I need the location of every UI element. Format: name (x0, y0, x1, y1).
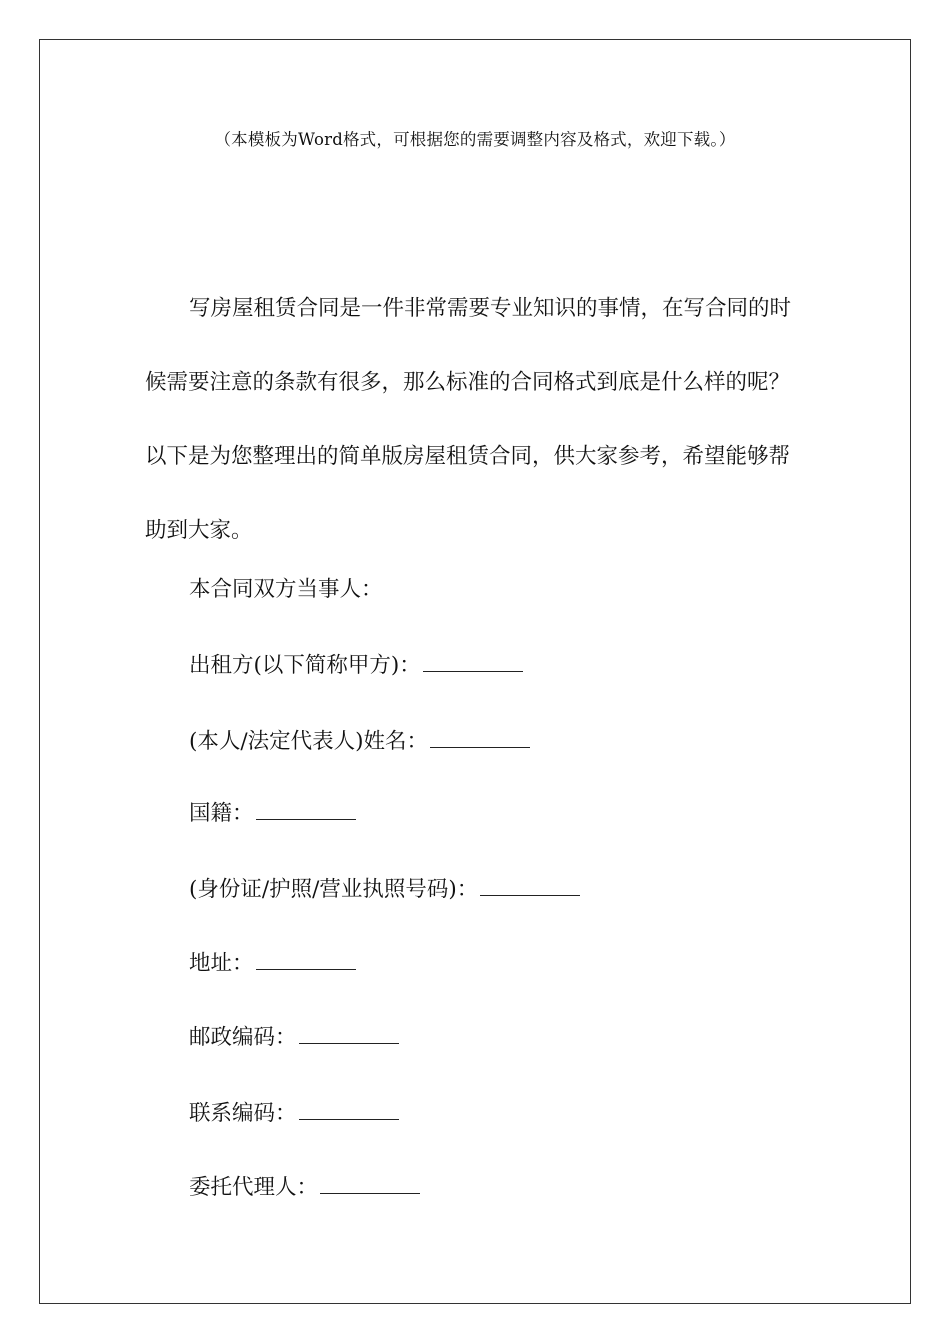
phone-field (189, 1096, 399, 1127)
id-number-blank[interactable] (480, 894, 580, 896)
address-field (189, 946, 356, 977)
nationality-field (189, 796, 356, 827)
id-number-label: (身份证/护照/营业执照号码)： (189, 877, 479, 902)
nationality-label: 国籍： (189, 801, 254, 826)
id-number-field (189, 872, 580, 903)
lessor-label: 出租方(以下简称甲方)： (189, 653, 421, 678)
name-label: (本人/法定代表人)姓名： (189, 729, 429, 754)
intro-paragraph: 写房屋租赁合同是一件非常需要专业知识的事情，在写合同的时候需要注意的条款有很多，那么标准的合同格式到底是什么样的呢？以下是为您整理出的简单版房屋租赁合同，供大家参考，希望能够帮助到大家。 (145, 296, 792, 543)
postcode-label: 邮政编码： (189, 1025, 297, 1050)
phone-blank[interactable] (299, 1118, 399, 1120)
address-blank[interactable] (256, 968, 356, 970)
agent-label: 委托代理人： (189, 1175, 319, 1200)
lessor-blank[interactable] (423, 670, 523, 672)
agent-blank[interactable] (320, 1192, 420, 1194)
parties-heading (189, 572, 383, 603)
name-field (189, 724, 530, 755)
phone-label: 联系编码： (189, 1101, 297, 1126)
agent-field (189, 1170, 420, 1201)
parties-heading-text: 本合同双方当事人： (189, 577, 383, 602)
nationality-blank[interactable] (256, 818, 356, 820)
template-note: （本模板为Word格式，可根据您的需要调整内容及格式，欢迎下载。） (214, 130, 736, 149)
postcode-blank[interactable] (299, 1042, 399, 1044)
address-label: 地址： (189, 951, 254, 976)
name-blank[interactable] (430, 746, 530, 748)
postcode-field (189, 1020, 399, 1051)
lessor-field (189, 648, 523, 679)
